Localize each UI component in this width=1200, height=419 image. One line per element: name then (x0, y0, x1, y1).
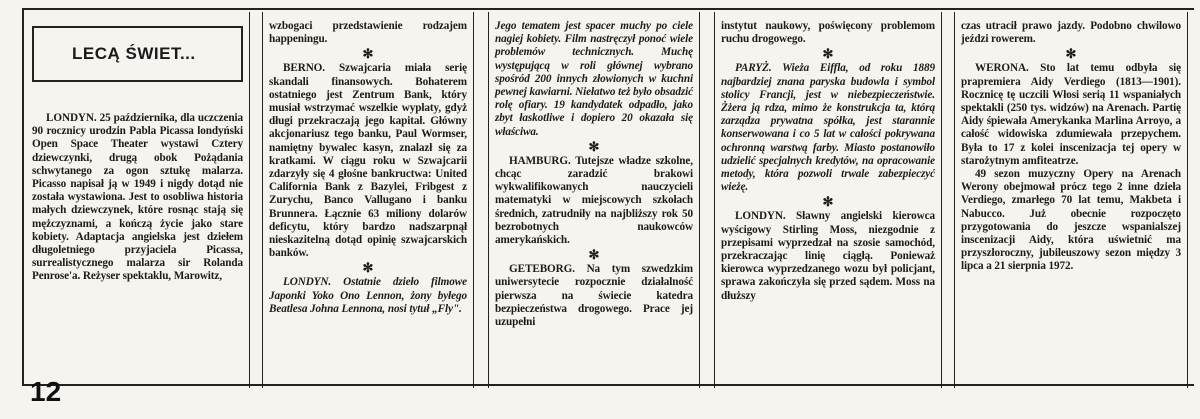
column-2 (262, 12, 474, 388)
column-5 (954, 12, 1188, 388)
article-werona: WERONA. Sto lat temu odbyła się prapremiera Aidy Verdiego (1813—1901). Rocznicę tę uczcili Włosi serią 11 wspaniałych spektakli (250 tys. widzów) na Arenach. Partię Aidy śpiewała Amerykanka Marlina Arroyo, a całość widowiska zdumiewała przepychem. Była to 17 z kolei inscenizacja tej opery w starożytnym amfiteatrze. (961, 62, 1181, 167)
column-4 (714, 12, 942, 388)
separator-star-icon: ✻ (588, 138, 600, 154)
article-london-moss: LONDYN. Sławny angielski kierowca wyścigowy Stirling Moss, niezgodnie z przepisami wyprzedzał na szosie samochód, przekraczając linię ciągłą. Ponieważ kierowca wyprzedzanego wozu był policjant, sprawa zakończyła się przed sądem. Moss na dłuższy (721, 210, 935, 302)
article-paryz: PARYŻ. Wieża Eiffla, od roku 1889 najbardziej znana paryska budowla i symbol stolicy Francji, jest w niebezpieczeństwie. Żżera ją rdza, mimo że konstrukcja ta, którą zarządza prywatna spółka, jest starannie konserwowana i co 5 lat w całości pokrywana ochronną warstwą farby. Miasto postanowiło udzielić specjalnych kredytów, na opracowanie metody, która pozwoli trwale zabezpieczyć wieżę. (721, 62, 935, 194)
separator-star-icon: ✻ (362, 46, 374, 62)
article-werona-season: 49 sezon muzyczny Opery na Arenach Werony obejmował prócz tego 2 inne dzieła Verdiego, zmarłego 70 lat temu, Makbeta i Nabucco. Już obecnie rozpoczęto przygotowania do jeszcze wspanialszej inscenizacji Aidy, która uświetnić ma przyszłoroczny, jubileuszowy sezon między 3 lipca a 21 sierpnia 1972. (961, 168, 1181, 273)
article-continuation: instytut naukowy, poświęcony problemom ruchu drogowego. (721, 20, 935, 46)
separator-star-icon: ✻ (1065, 46, 1077, 62)
article-geteborg: GETEBORG. Na tym szwedzkim uniwersytecie rozpocznie działalność pierwsza na świecie katedra bezpieczeństwa drogowego. Prace jej uzupełni (495, 263, 693, 329)
separator-star-icon: ✻ (822, 194, 834, 210)
article-london-picasso: LONDYN. 25 października, dla uczczenia 90 rocznicy urodzin Pabla Picassa londyński Open Space Theater wystawi Cztery dziewczynki, drugą obok Pożądania schwytanego za ogon sztukę malarza. Picasso napisał ją w 1949 i nigdy dotąd nie została wystawiona. Jest to osobliwa historia małych dziewczynek, które rosnąc stają się mężczyznami, a kończą życie jako stare kobiety. Adaptacja angielska jest dziełem długoletniego przyjaciela Picassa, surrealistycznego malarza sir Rolanda Penrose'a. Reżyser spektaklu, Marowitz, (32, 112, 243, 283)
article-continuation: Jego tematem jest spacer muchy po ciele nagiej kobiety. Film nastręczył ponoć wiele problemów technicznych. Muchę występującą w roli głównej wybrano spośród 200 innych złowionych w kuchni pewnej kawiarni. Niełatwo też było obsadzić rolę ofiary. 19 kandydatek odpadło, jako zbyt łaskotliwe i dopiero 20 okazała się właściwa. (495, 20, 693, 138)
separator-star-icon: ✻ (588, 247, 600, 263)
column-3 (488, 12, 700, 388)
article-continuation: czas utracił prawo jazdy. Podobno chwilowo jeździ rowerem. (961, 20, 1181, 46)
article-berno: BERNO. Szwajcaria miała serię skandali finansowych. Bohaterem ostatniego jest Zentrum Bank, który musiał wstrzymać wszelkie wypłaty, gdyż długi przekraczają jego kapitał. Główny akcjonariusz tego banku, Paul Wormser, namiętny bywalec kasyn, znalazł się za kratkami. W ciągu roku w Szwajcarii zdarzyły się 4 głośne bankructwa: United California Bank z Bazylei, Fribgest z Zurychu, Banco Vallugano i banku Brunnera. Łącznie 63 miliony dolarów deficytu, który bardzo nadszarpnął nieskazitelną dotąd opinię szwajcarskich banków. (269, 62, 467, 260)
separator-star-icon: ✻ (362, 260, 374, 276)
column-1 (26, 12, 250, 388)
article-continuation: wzbogaci przedstawienie rodzajem happeningu. (269, 20, 467, 46)
article-london-yoko: LONDYN. Ostatnie dzieło filmowe Japonki Yoko Ono Lennon, żony byłego Beatlesa Johna Lennona, nosi tytuł „Fly". (269, 276, 467, 315)
headline-box (32, 26, 243, 82)
headline: LECĄ ŚWIET... (72, 44, 196, 63)
page-number: 12 (30, 376, 62, 407)
article-hamburg: HAMBURG. Tutejsze władze szkolne, chcąc zaradzić brakowi wykwalifikowanych nauczycieli matematyki w miejscowych szkołach średnich, zatrudniły na najbliższy rok 50 bezrobotnych naukowców amerykańskich. (495, 154, 693, 247)
separator-star-icon: ✻ (822, 46, 834, 62)
